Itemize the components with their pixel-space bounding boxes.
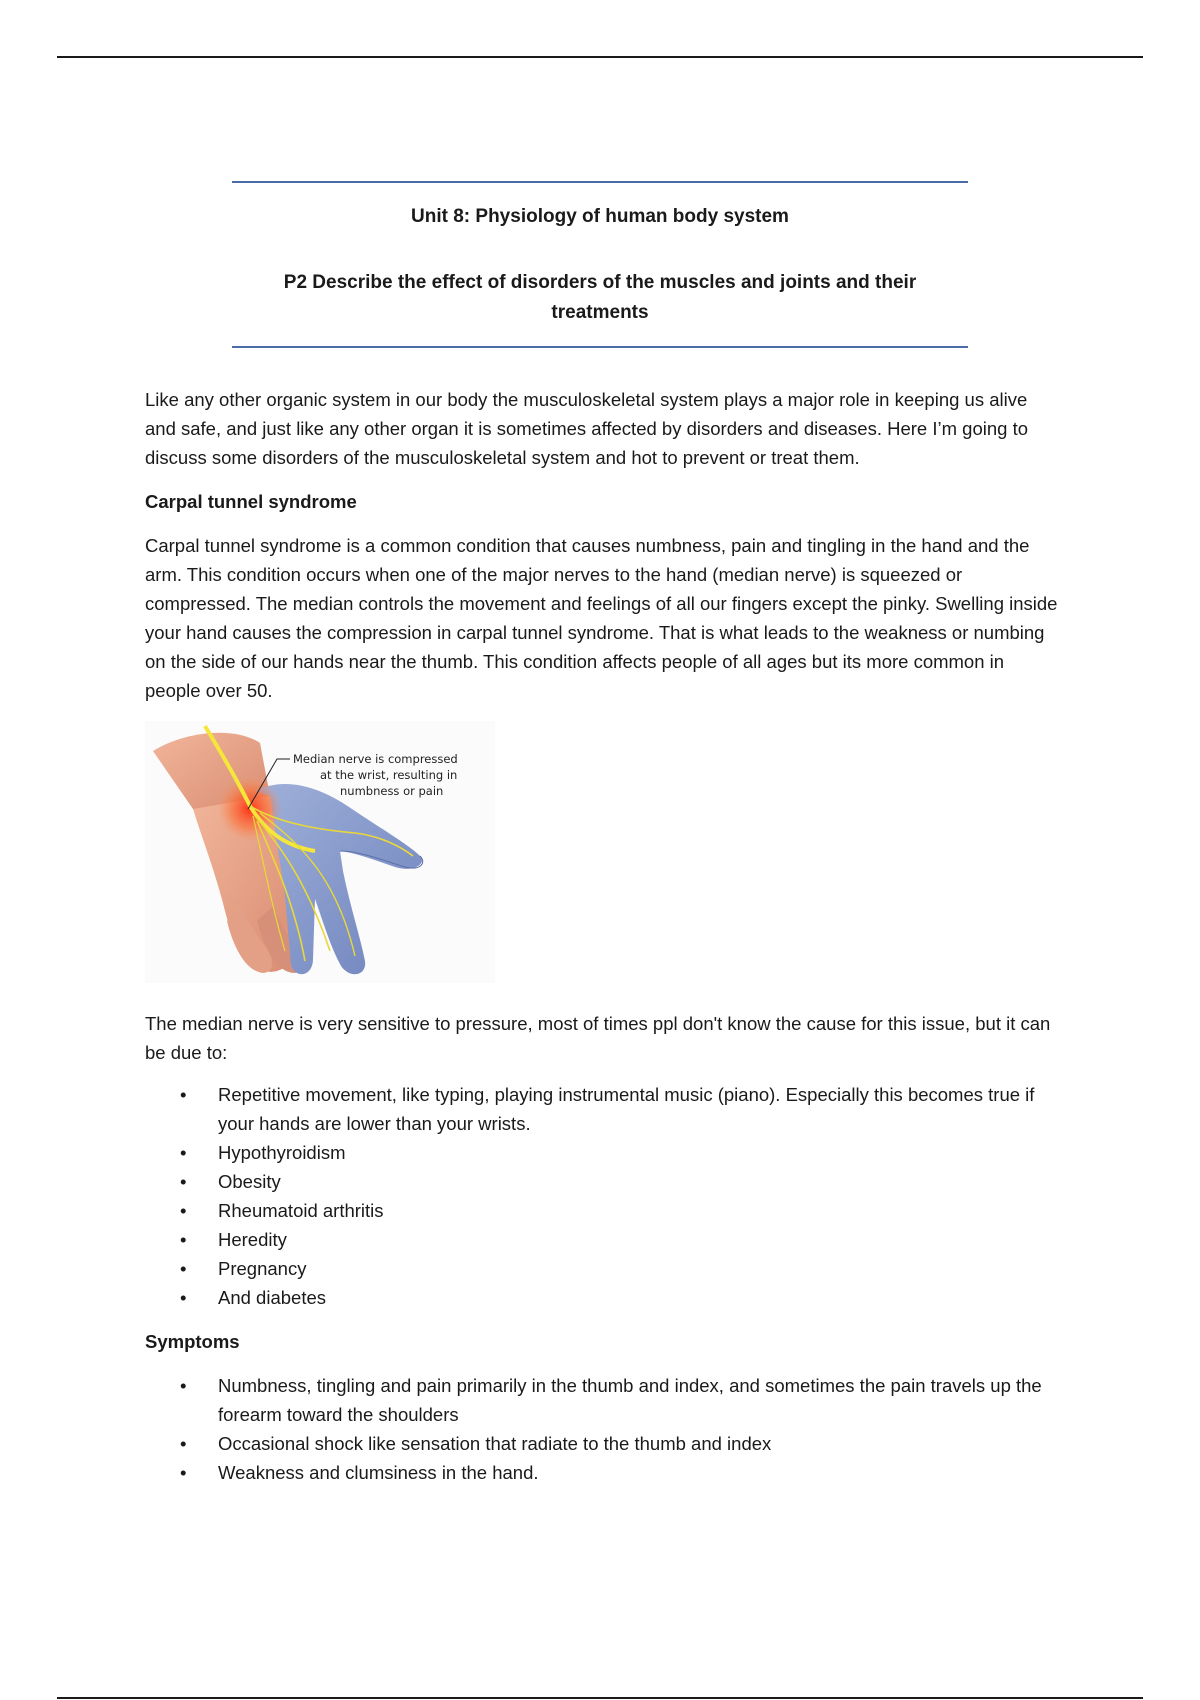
list-item: • Occasional shock like sensation that radiate to the thumb and index <box>145 1429 1063 1458</box>
symptoms-list <box>145 1371 1063 1487</box>
list-item: • Pregnancy <box>145 1254 1063 1283</box>
causes-intro: The median nerve is very sensitive to pressure, most of times ppl don't know the cause for this issue, but it can be due to: <box>145 1013 1051 1063</box>
intro-paragraph: Like any other organic system in our body the musculoskeletal system plays a major role in keeping us alive and safe, and just like any other organ it is sometimes affected by disorders and diseases. Here I’m going to discuss some disorders of the musculoskeletal system and hot to prevent or treat them. <box>145 389 1028 468</box>
figure-caption-line-2: at the wrist, resulting in <box>320 768 458 782</box>
carpal-description: Carpal tunnel syndrome is a common condition that causes numbness, pain and tingling in the hand and the arm. This condition occurs when one of the major nerves to the hand (median nerve) is squeezed or compressed. The median controls the movement and feelings of all our fingers except the pinky. Swelling inside your hand causes the compression in carpal tunnel syndrome. That is what leads to the weakness or numbing on the side of our hands near the thumb. This condition affects people of all ages but its more common in people over 50. <box>145 535 1058 701</box>
list-item: • Heredity <box>145 1225 1063 1254</box>
carpal-heading: Carpal tunnel syndrome <box>145 491 357 512</box>
page-top-rule <box>57 56 1143 58</box>
causes-list <box>145 1080 1063 1312</box>
unit-title: Unit 8: Physiology of human body system <box>411 206 789 227</box>
title-lower-rule <box>232 346 968 348</box>
page-bottom-rule <box>57 1697 1143 1699</box>
list-item: • Hypothyroidism <box>145 1138 1063 1167</box>
list-item: • Obesity <box>145 1167 1063 1196</box>
assignment-title: P2 Describe the effect of disorders of the muscles and joints and their treatments <box>283 272 917 323</box>
hand-nerve-diagram <box>145 721 495 983</box>
list-item: • Repetitive movement, like typing, playing instrumental music (piano). Especially this becomes true if your hands are lower than your wrists. <box>145 1080 1063 1138</box>
symptoms-heading: Symptoms <box>145 1331 240 1352</box>
figure-caption-line-3: numbness or pain <box>340 784 444 798</box>
list-item: • Numbness, tingling and pain primarily in the thumb and index, and sometimes the pain travels up the forearm toward the shoulders <box>145 1371 1063 1429</box>
title-upper-rule <box>232 181 968 183</box>
list-item: • Weakness and clumsiness in the hand. <box>145 1458 1063 1487</box>
figure-caption-line-1: Median nerve is compressed <box>293 752 458 766</box>
hand-illustration <box>145 721 495 983</box>
document-body <box>145 385 1063 1502</box>
list-item: • And diabetes <box>145 1283 1063 1312</box>
list-item: • Rheumatoid arthritis <box>145 1196 1063 1225</box>
